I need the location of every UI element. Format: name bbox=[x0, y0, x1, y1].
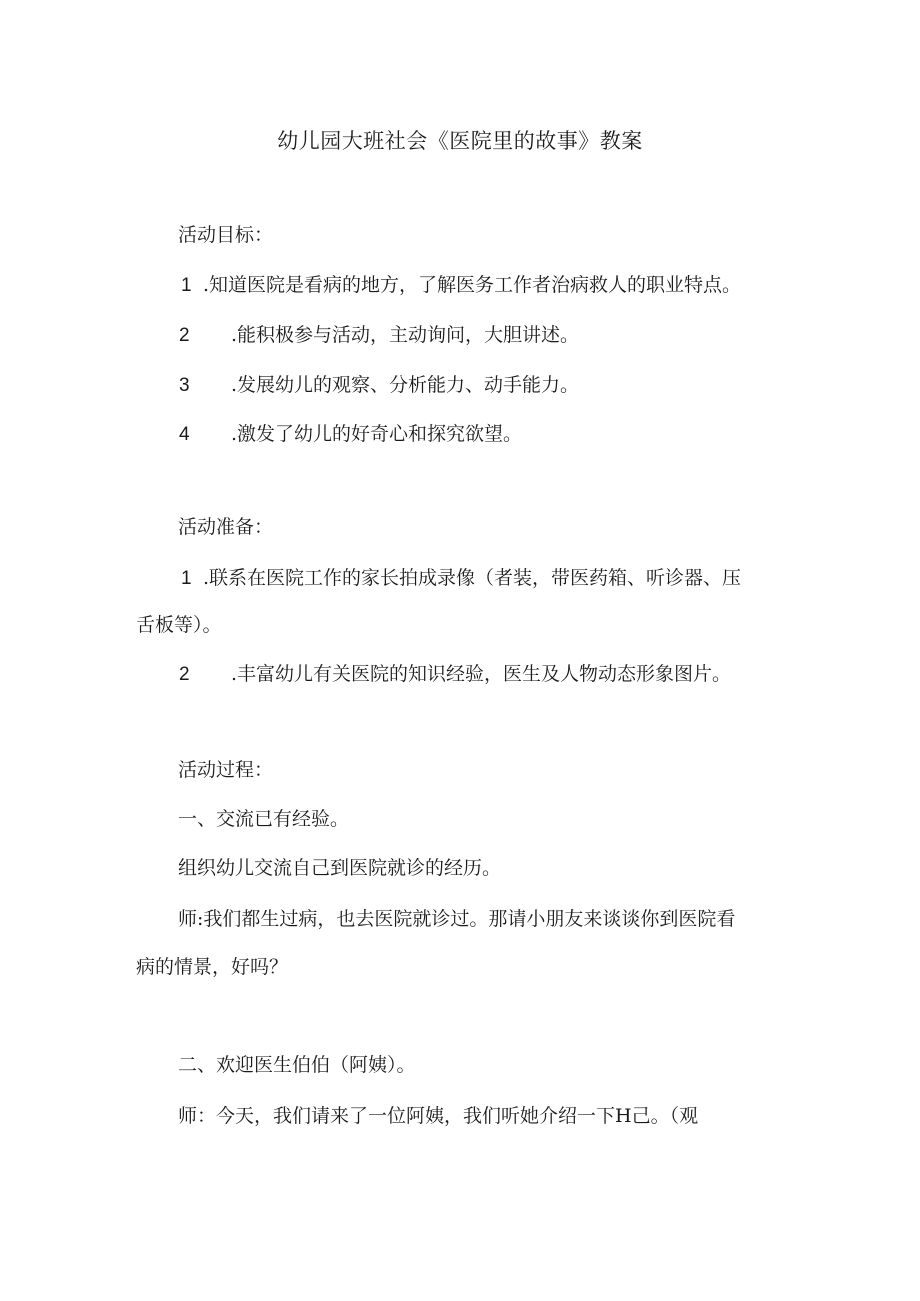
process-step1-heading: 一、交流已有经验。 bbox=[178, 808, 350, 830]
goal-item-4-text: .激发了幼儿的好奇心和探究欲望。 bbox=[231, 423, 523, 445]
prep-item-2 bbox=[179, 661, 731, 688]
process-step1-teacher-line1: 师:我们都生过病，也去医院就诊过。那请小朋友来谈谈你到医院看 bbox=[178, 908, 736, 930]
goal-item-3-text: .发展幼儿的观察、分析能力、动手能力。 bbox=[231, 374, 580, 396]
prep-item-2-text: .丰富幼儿有关医院的知识经验，医生及人物动态形象图片。 bbox=[231, 663, 732, 685]
prep-item-1-text: .联系在医院工作的家长拍成录像（者装，带医药箱、听诊器、压 bbox=[203, 567, 742, 589]
goal-item-3 bbox=[179, 372, 579, 399]
goal-item-1 bbox=[181, 272, 741, 299]
goal-item-1-text: .知道医院是看病的地方，了解医务工作者治病救人的职业特点。 bbox=[203, 274, 742, 296]
prep-item-1-number: 1 bbox=[181, 568, 192, 589]
process-step2-teacher: 师：今天，我们请来了一位阿姨，我们听她介绍一下H己。（观 bbox=[178, 1105, 699, 1127]
process-heading: 活动过程： bbox=[178, 759, 274, 781]
prep-heading: 活动准备： bbox=[178, 516, 274, 538]
document-title: 幼儿园大班社会《医院里的故事》教案 bbox=[277, 129, 643, 153]
goals-heading: 活动目标： bbox=[178, 224, 274, 246]
goal-item-2-number: 2 bbox=[179, 325, 190, 346]
process-step1-teacher-line2: 病的情景，好吗？ bbox=[136, 956, 289, 978]
prep-item-1-continuation: 舌板等）。 bbox=[136, 614, 222, 636]
process-step1-desc: 组织幼儿交流自己到医院就诊的经历。 bbox=[178, 857, 502, 879]
process-step2-heading: 二、欢迎医生伯伯（阿姨）。 bbox=[178, 1054, 416, 1076]
goal-item-2-text: .能积极参与活动，主动询问，大胆讲述。 bbox=[231, 324, 580, 346]
goal-item-4 bbox=[179, 421, 522, 448]
goal-item-1-number: 1 bbox=[181, 275, 192, 296]
prep-item-2-number: 2 bbox=[179, 664, 190, 685]
goal-item-2 bbox=[179, 322, 579, 349]
goal-item-3-number: 3 bbox=[179, 375, 190, 396]
goal-item-4-number: 4 bbox=[179, 424, 190, 445]
prep-item-1 bbox=[181, 565, 741, 592]
